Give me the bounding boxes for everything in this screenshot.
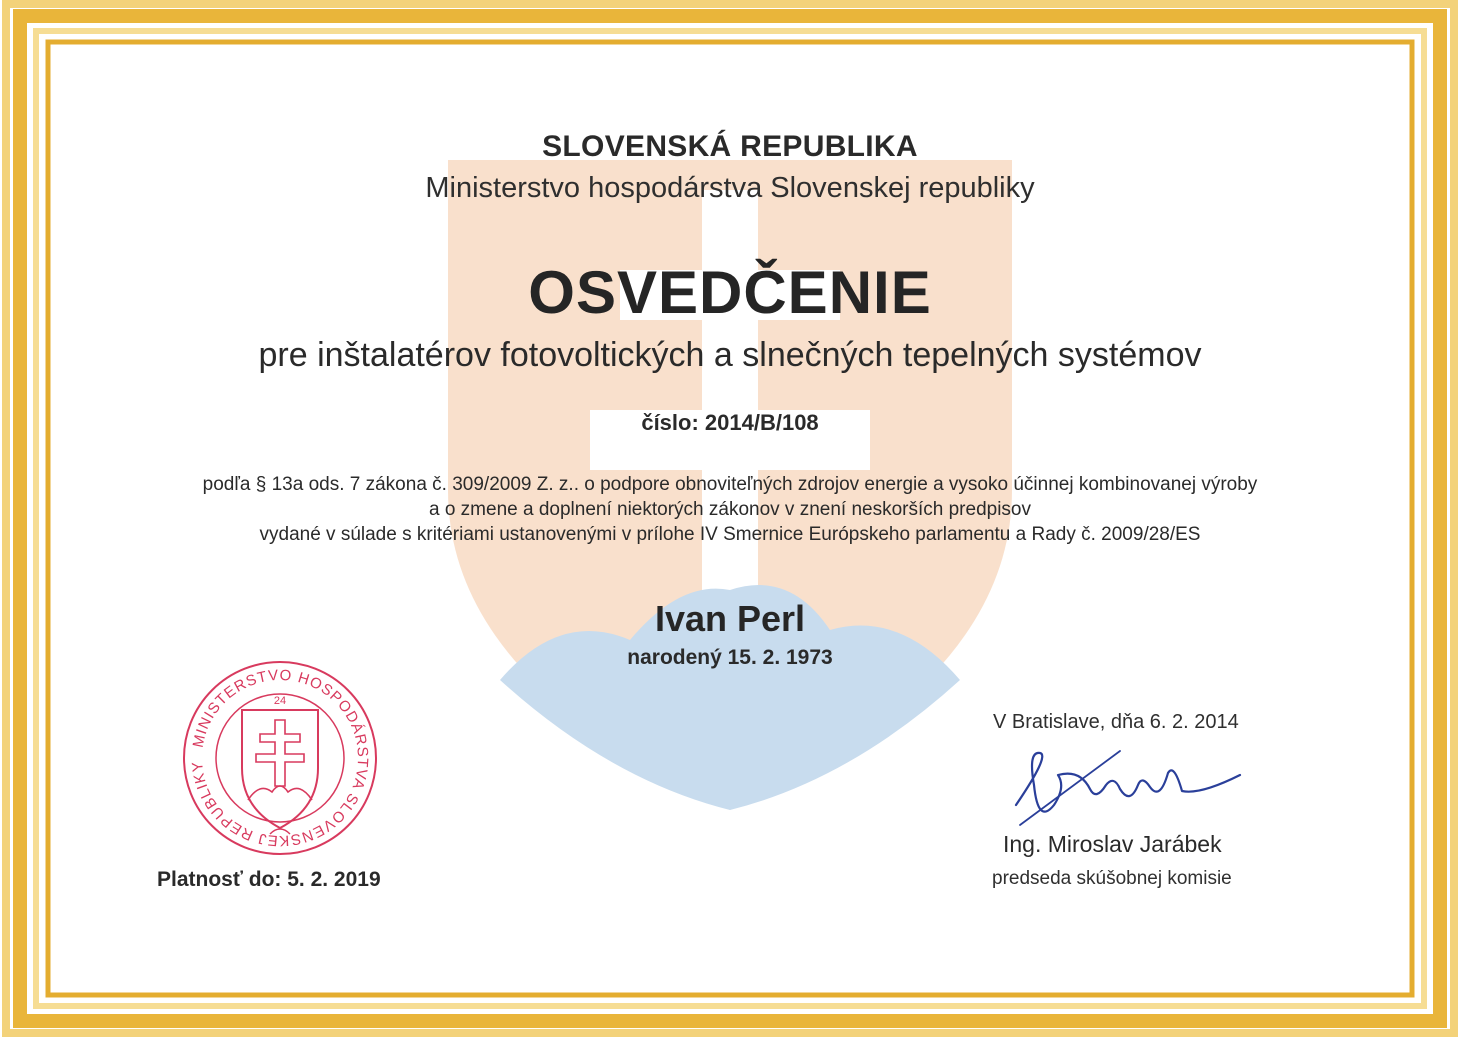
legal-basis <box>0 472 1460 547</box>
signer-role: predseda skúšobnej komisie <box>992 868 1232 889</box>
stamp-text: MINISTERSTVO HOSPODÁRSTVA SLOVENSKEJ REPUBLIKY <box>188 666 372 850</box>
certificate-number: číslo: 2014/B/108 <box>641 410 819 435</box>
stamp-number: 24 <box>273 695 287 707</box>
place-and-date: V Bratislave, dňa 6. 2. 2014 <box>993 711 1239 733</box>
country-heading: SLOVENSKÁ REPUBLIKA <box>542 130 918 163</box>
validity-date: Platnosť do: 5. 2. 2019 <box>157 868 381 891</box>
certificate-subtitle: pre inštalatérov fotovoltických a slnečných tepelných systémov <box>258 336 1202 374</box>
certificate-title: OSVEDČENIE <box>528 259 932 326</box>
official-stamp <box>180 658 380 858</box>
holder-name: Ivan Perl <box>654 598 806 639</box>
holder-birthdate: narodený 15. 2. 1973 <box>627 646 833 669</box>
signer-name: Ing. Miroslav Jarábek <box>1003 831 1222 857</box>
legal-basis-line: a o zmene a doplnení niektorých zákonov v znení neskorších predpisov <box>428 499 1032 520</box>
ministry-heading: Ministerstvo hospodárstva Slovenskej republiky <box>425 172 1035 204</box>
handwritten-signature <box>1010 745 1250 835</box>
legal-basis-line: podľa § 13a ods. 7 zákona č. 309/2009 Z. z.. o podpore obnoviteľných zdrojov energie a vysoko účinnej kombinovanej výroby <box>202 474 1258 495</box>
legal-basis-line: vydané v súlade s kritériami ustanovenými v prílohe IV Smernice Európskeho parlamentu a Rady č. 2009/28/ES <box>259 524 1201 545</box>
